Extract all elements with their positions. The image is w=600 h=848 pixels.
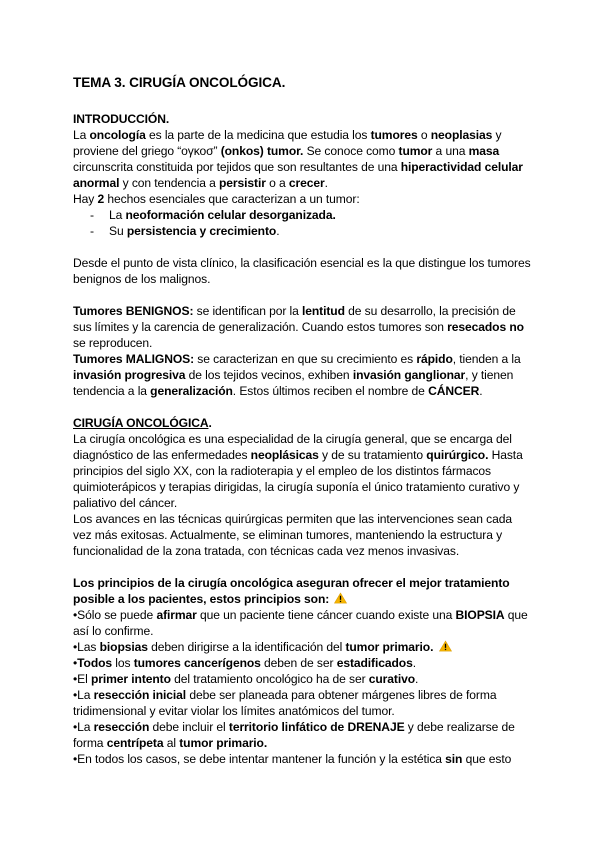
spacer	[73, 559, 533, 575]
principles-lead	[73, 575, 533, 607]
text: del tratamiento oncológico ha de ser	[170, 672, 369, 686]
text: La	[73, 128, 90, 142]
spacer	[73, 287, 533, 303]
text: Sólo se puede	[77, 608, 157, 622]
term-quirurgico: quirúrgico.	[426, 448, 489, 462]
list-item	[73, 655, 533, 671]
term-tumores: tumores	[370, 128, 418, 142]
text: .	[479, 384, 483, 398]
oncology-definition	[73, 127, 533, 191]
text: La	[77, 688, 94, 702]
bullet-marker: •	[73, 672, 78, 686]
bullet-marker: •	[73, 688, 78, 702]
text: es la parte de la medicina que estudia los	[145, 128, 371, 142]
spacer	[73, 239, 533, 255]
list-item	[73, 751, 533, 767]
text: hechos esenciales que caracterizan a un tumor:	[104, 192, 360, 206]
term-afirmar: afirmar	[156, 608, 197, 622]
bullet-marker: •	[73, 656, 78, 670]
facts-count: 2	[97, 192, 105, 206]
term-invasion-progresiva: invasión progresiva	[73, 368, 186, 382]
term-oncologia: oncología	[89, 128, 146, 142]
text: , y tienen tendencia a la	[73, 368, 514, 398]
text: .	[415, 672, 419, 686]
bullet-marker: •	[73, 752, 78, 766]
intro-heading: INTRODUCCIÓN.	[73, 112, 170, 126]
text: La	[109, 208, 126, 222]
benign-paragraph	[73, 303, 533, 351]
term-resecados: resecados no	[447, 320, 524, 334]
text: circunscrita constituida por tejidos que son resultantes de una	[73, 160, 401, 174]
text: .	[276, 224, 280, 238]
bullet-marker: •	[73, 640, 78, 654]
term-lentitud: lentitud	[302, 304, 345, 318]
benign-label: Tumores BENIGNOS:	[73, 304, 194, 318]
text: y de su tratamiento	[318, 448, 427, 462]
text: y debe realizarse de forma	[73, 720, 515, 750]
term-todos: Todos	[77, 656, 113, 670]
list-item	[73, 223, 533, 239]
text: a una	[432, 144, 469, 158]
list-item	[73, 719, 533, 751]
warning-icon	[439, 640, 452, 652]
text: Las	[77, 640, 100, 654]
term-reseccion: resección	[93, 720, 150, 734]
surgery-heading	[73, 415, 533, 431]
text: que un paciente tiene cáncer cuando existe una	[196, 608, 456, 622]
malignant-label: Tumores MALIGNOS:	[73, 352, 195, 366]
document-content	[73, 74, 533, 767]
text: y con tendencia a	[119, 176, 219, 190]
term-crecer: crecer	[288, 176, 325, 190]
facts-lead	[73, 191, 533, 207]
text: los	[112, 656, 134, 670]
text: .	[412, 656, 416, 670]
term-cancer: CÁNCER	[428, 384, 480, 398]
facts-list	[73, 207, 533, 239]
term-generalizacion: generalización	[150, 384, 233, 398]
text: se caracterizan en que su crecimiento es	[194, 352, 417, 366]
text: Su	[109, 224, 127, 238]
text: deben de ser	[260, 656, 337, 670]
surgery-heading-text: CIRUGÍA ONCOLÓGICA	[73, 416, 209, 430]
text: de los tejidos vecinos, exhiben	[185, 368, 353, 382]
term-neoplasias: neoplasias	[430, 128, 493, 142]
text: debe ser planeada para obtener márgenes libres de forma tridimensional y evitar violar los límites anatómicos del tumor.	[73, 688, 497, 718]
list-item	[73, 687, 533, 719]
text: .	[324, 176, 328, 190]
term-curativo: curativo	[368, 672, 416, 686]
term-rapido: rápido	[416, 352, 453, 366]
term-biopsias: biopsias	[99, 640, 148, 654]
spacer	[73, 399, 533, 415]
text: Hay	[73, 192, 98, 206]
text: La cirugía oncológica es una especialidad de la cirugía general, que se encarga del diagnóstico de las enfermedades	[73, 432, 512, 462]
term-invasion-ganglionar: invasión ganglionar	[352, 368, 466, 382]
term-sin: sin	[445, 752, 463, 766]
text: al	[163, 736, 180, 750]
malignant-paragraph	[73, 351, 533, 399]
term-centripeta: centrípeta	[106, 736, 164, 750]
text: En todos los casos, se debe intentar mantener la función y la estética	[77, 752, 446, 766]
fact-term: persistencia y crecimiento	[126, 224, 277, 238]
text: que esto	[462, 752, 512, 766]
text: . Estos últimos reciben el nombre de	[232, 384, 429, 398]
term-hiperactividad: hiperactividad celular anormal	[73, 160, 523, 190]
list-item	[73, 671, 533, 687]
principles-lead-text: Los principios de la cirugía oncológica aseguran ofrecer el mejor tratamiento posible a los pacientes, estos principios son:	[73, 576, 510, 606]
surgery-paragraph-1	[73, 431, 533, 511]
term-onkos: (onkos) tumor.	[220, 144, 304, 158]
text: , tienden a la	[452, 352, 521, 366]
bullet-marker: •	[73, 720, 78, 734]
list-item	[73, 639, 533, 655]
text: de su desarrollo, la precisión de sus límites y la carencia de generalización. Cuando estos tumores son	[73, 304, 516, 334]
bullet-marker: •	[73, 608, 78, 622]
text: se identifican por la	[193, 304, 302, 318]
term-tumor-primario: tumor primario.	[345, 640, 434, 654]
text: y proviene del griego “ογκοσ”	[73, 128, 502, 158]
text: o	[417, 128, 431, 142]
text: que así lo confirme.	[73, 608, 528, 638]
warning-icon	[334, 592, 347, 604]
text: Hasta principios del siglo XX, con la radioterapia y el empleo de los distintos fármacos quimioterápicos y terapias dirigidas, la cirugía suponía el único tratamiento curativo y paliativo del cáncer.	[73, 448, 523, 510]
dash-marker: -	[90, 208, 94, 222]
term-reseccion-inicial: resección inicial	[93, 688, 187, 702]
surgery-heading-dot: .	[208, 416, 212, 430]
fact-term: neoformación celular desorganizada.	[125, 208, 336, 222]
text: o a	[265, 176, 289, 190]
text: La	[77, 720, 94, 734]
text: Se conoce como	[303, 144, 399, 158]
list-item	[73, 607, 533, 639]
text: El	[77, 672, 91, 686]
clinical-paragraph: Desde el punto de vista clínico, la clasificación esencial es la que distingue los tumores benignos de los malignos.	[73, 256, 531, 286]
dash-marker: -	[90, 224, 94, 238]
term-masa: masa	[468, 144, 500, 158]
term-persistir: persistir	[218, 176, 266, 190]
text: debe incluir el	[149, 720, 229, 734]
surgery-paragraph-2: Los avances en las técnicas quirúrgicas permiten que las intervenciones sean cada vez más exitosas. Actualmente, se eliminan tumores, manteniendo la estructura y funcionalidad de la zona tratada, con técnicas cada vez menos invasivas.	[73, 512, 512, 558]
term-territorio-linfatico: territorio linfático de DRENAJE	[228, 720, 405, 734]
term-primer-intento: primer intento	[90, 672, 171, 686]
term-biopsia: BIOPSIA	[455, 608, 505, 622]
term-tumor: tumor	[398, 144, 433, 158]
list-item	[73, 207, 533, 223]
term-tumor-primario: tumor primario.	[179, 736, 268, 750]
text: deben dirigirse a la identificación del	[147, 640, 346, 654]
text: se reproducen.	[73, 336, 153, 350]
term-tumores-cancerigenos: tumores cancerígenos	[133, 656, 261, 670]
term-neoplasicas: neoplásicas	[250, 448, 319, 462]
document-title: TEMA 3. CIRUGÍA ONCOLÓGICA.	[73, 75, 286, 90]
term-estadificados: estadificados	[336, 656, 413, 670]
